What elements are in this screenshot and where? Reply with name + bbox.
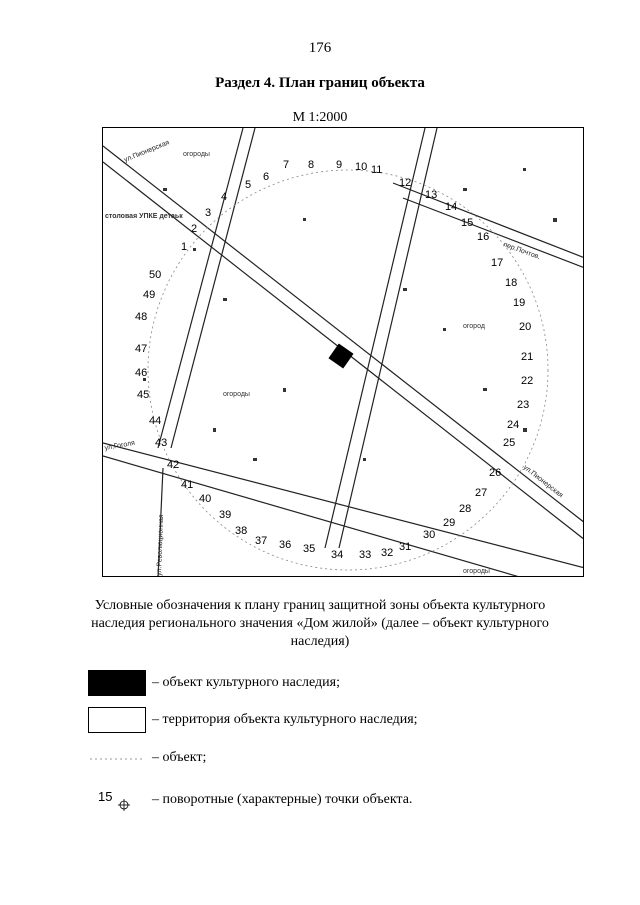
turning-point-label: 25 — [503, 437, 516, 449]
turning-point-label: 18 — [505, 277, 518, 289]
white-swatch — [88, 707, 146, 733]
point-sample-label: 15 — [98, 789, 113, 804]
turning-point-label: 36 — [279, 539, 292, 551]
turning-point-label: 4 — [221, 191, 228, 203]
area-label: столовая УПКЕ детаьк — [105, 213, 183, 220]
turning-point-label: 49 — [143, 289, 156, 301]
turning-point-label: 14 — [445, 201, 458, 213]
turning-point-label: 21 — [521, 351, 534, 363]
turning-point-label: 3 — [205, 207, 212, 219]
turning-point-label: 47 — [135, 343, 148, 355]
turning-point-label: 11 — [371, 164, 383, 176]
turning-point-label: 42 — [167, 459, 180, 471]
turning-point-label: 35 — [303, 543, 316, 555]
turning-point-label: 1 — [181, 241, 188, 253]
turning-point-label: 20 — [519, 321, 532, 333]
street-label: ул.Пионерская — [521, 464, 565, 500]
street-label: пер.Почтов. — [502, 241, 542, 262]
street-label: ул.Гоголя — [104, 439, 136, 452]
turning-point-label: 40 — [199, 493, 212, 505]
street-label: ул.Революционная — [156, 514, 166, 577]
legend-title: Условные обозначения к плану границ защитной зоны объекта культурного наследия регионального значения «Дом жилой» (далее – объект культурного наследия) — [91, 598, 549, 649]
area-label: огороды — [463, 568, 490, 575]
turning-point-label: 41 — [181, 479, 194, 491]
legend-text: – поворотные (характерные) точки объекта. — [152, 792, 413, 807]
turning-point-label: 15 — [461, 217, 474, 229]
turning-point-label: 23 — [517, 399, 530, 411]
turning-point-label: 30 — [423, 529, 436, 541]
turning-point-label: 28 — [459, 503, 472, 515]
map-scale: М 1:2000 — [292, 110, 348, 125]
turning-point-label: 27 — [475, 487, 488, 499]
legend-text: – объект культурного наследия; — [152, 675, 340, 690]
turning-point-label: 33 — [359, 549, 372, 561]
turning-point-label: 8 — [308, 159, 315, 171]
turning-point-label: 19 — [513, 297, 526, 309]
turning-point-label: 38 — [235, 525, 248, 537]
turning-point-label: 46 — [135, 367, 148, 379]
turning-point-label: 16 — [477, 231, 490, 243]
boundary-map — [102, 127, 584, 577]
section-title: Раздел 4. План границ объекта — [215, 75, 425, 91]
turning-point-label: 45 — [137, 389, 150, 401]
street-label: ул.Пионерская — [123, 139, 171, 164]
black-swatch — [88, 670, 146, 696]
turning-point-label: 37 — [255, 535, 268, 547]
legend-text: – территория объекта культурного наследия; — [152, 712, 418, 727]
turning-point-label: 2 — [191, 223, 198, 235]
turning-point-label: 7 — [283, 159, 290, 171]
turning-point-label: 34 — [331, 549, 344, 561]
turning-point-label: 26 — [489, 467, 502, 479]
turning-point-label: 31 — [399, 541, 412, 553]
turning-point-label: 22 — [521, 375, 534, 387]
area-label: огороды — [223, 391, 250, 398]
turning-point-label: 43 — [155, 437, 168, 449]
turning-point-label: 5 — [245, 179, 252, 191]
turning-point-label: 13 — [425, 189, 438, 201]
turning-point-label: 44 — [149, 415, 162, 427]
turning-point-label: 10 — [355, 161, 368, 173]
turning-point-label: 48 — [135, 311, 148, 323]
area-label: огороды — [183, 151, 210, 158]
turning-point-label: 12 — [399, 177, 412, 189]
turning-point-label: 39 — [219, 509, 232, 521]
legend-text: – объект; — [152, 750, 207, 765]
turning-point-swatch — [88, 787, 146, 813]
dotted-line-swatch — [88, 745, 146, 771]
turning-point-label: 50 — [149, 269, 162, 281]
turning-point-label: 9 — [336, 159, 343, 171]
turning-point-label: 29 — [443, 517, 456, 529]
turning-point-label: 6 — [263, 171, 270, 183]
heritage-object-mark — [328, 343, 353, 368]
turning-point-label: 32 — [381, 547, 394, 559]
area-label: огород — [463, 323, 485, 330]
map-drawing — [103, 128, 584, 577]
page-number: 176 — [308, 40, 332, 56]
turning-point-label: 17 — [491, 257, 504, 269]
turning-point-label: 24 — [507, 419, 520, 431]
